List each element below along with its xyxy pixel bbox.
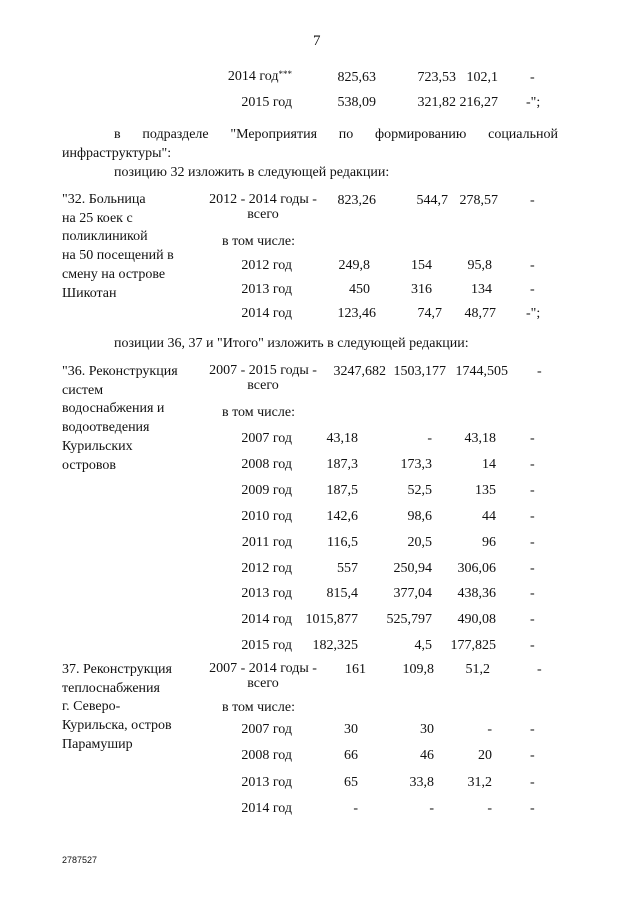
- page-number: 7: [313, 33, 321, 49]
- year-label: 2007 год: [241, 722, 292, 737]
- value-other: -";: [526, 306, 541, 321]
- value-regional: 20: [478, 748, 492, 764]
- value-other: -: [530, 612, 535, 628]
- value-regional: 438,36: [457, 586, 496, 602]
- value-regional: 48,77: [464, 306, 496, 321]
- value-federal: 154: [411, 258, 432, 273]
- value-regional: 31,2: [467, 774, 492, 790]
- year-label: 2012 год: [241, 560, 292, 576]
- value-other: -: [530, 800, 535, 816]
- value-other: -: [530, 456, 535, 472]
- value-regional: 51,2: [465, 662, 490, 677]
- year-label: 2015 год: [241, 95, 292, 110]
- document-code: 2787527: [62, 855, 98, 865]
- value-federal: 525,797: [386, 612, 432, 628]
- value-regional: 134: [471, 282, 492, 297]
- value-other: -";: [526, 95, 541, 110]
- year-label: 2013 год: [241, 774, 292, 790]
- project-name-36: "36. Реконструкция систем водоснабжения и водоотведения Курильских островов: [62, 364, 178, 473]
- value-total: 66: [344, 748, 358, 764]
- value-total: 65: [344, 774, 358, 790]
- value-other: -: [530, 638, 535, 654]
- year-label: 2011 год: [241, 534, 292, 550]
- value-other: -: [530, 70, 535, 85]
- value-total: 123,46: [337, 306, 376, 321]
- value-regional: 177,825: [450, 638, 496, 654]
- year-label: 2013 год: [241, 282, 292, 297]
- value-total: 823,26: [337, 193, 376, 208]
- value-total: 557: [337, 560, 358, 576]
- value-federal: 250,94: [393, 560, 432, 576]
- value-other: -: [530, 282, 535, 297]
- value-total: 142,6: [326, 508, 358, 524]
- value-federal: 109,8: [402, 662, 434, 677]
- value-regional: -: [487, 722, 492, 737]
- value-total: 30: [344, 722, 358, 737]
- value-federal: 74,7: [417, 306, 442, 321]
- value-other: -: [530, 258, 535, 273]
- value-other: -: [530, 722, 535, 737]
- value-other: -: [530, 482, 535, 498]
- year-label: 2009 год: [241, 482, 292, 498]
- value-regional: 14: [482, 456, 496, 472]
- in-number-label: в том числе:: [222, 234, 295, 249]
- value-total: 187,5: [326, 482, 358, 498]
- value-regional: 44: [482, 508, 496, 524]
- year-label: 2014 год: [241, 306, 292, 321]
- project-name-32: "32. Больница на 25 коек с поликлиникой на 50 посещений в смену на острове Шикотан: [62, 192, 174, 301]
- year-label: 2008 год: [241, 748, 292, 764]
- value-regional: 43,18: [464, 431, 496, 446]
- value-other: -: [530, 431, 535, 446]
- value-other: -: [530, 748, 535, 764]
- value-other: -: [537, 364, 542, 379]
- value-total: 249,8: [338, 258, 370, 273]
- year-label: 2008 год: [241, 456, 292, 472]
- value-other: -: [530, 508, 535, 524]
- instruction-paragraph-cont: инфраструктуры":: [62, 146, 172, 161]
- value-regional: 102,1: [466, 70, 498, 85]
- year-label: 2012 год: [241, 258, 292, 273]
- value-federal: 1503,177: [393, 364, 446, 379]
- value-federal: -: [429, 800, 434, 816]
- value-federal: 33,8: [409, 774, 434, 790]
- value-federal: 52,5: [407, 482, 432, 498]
- instruction-paragraph: в подразделе "Мероприятия по формированию социальной: [114, 127, 558, 142]
- value-regional: 1744,505: [455, 364, 508, 379]
- value-other: -: [530, 560, 535, 576]
- value-total: 538,09: [337, 95, 376, 110]
- value-regional: 96: [482, 534, 496, 550]
- value-regional: 490,08: [457, 612, 496, 628]
- value-total: 187,3: [326, 456, 358, 472]
- value-other: -: [530, 774, 535, 790]
- year-label: 2014 год: [241, 612, 292, 628]
- value-federal: 377,04: [393, 586, 432, 602]
- value-total: 1015,877: [305, 612, 358, 628]
- value-other: -: [530, 586, 535, 602]
- value-federal: 321,82: [417, 95, 456, 110]
- in-number-label: в том числе:: [222, 405, 295, 420]
- value-other: -: [530, 534, 535, 550]
- value-regional: -: [487, 800, 492, 816]
- instruction-paragraph: позиции 36, 37 и "Итого" изложить в следующей редакции:: [114, 336, 469, 351]
- value-total: 43,18: [326, 431, 358, 446]
- period-range: 2007 - 2015 годы - всего: [209, 363, 317, 393]
- value-federal: 723,53: [417, 70, 456, 85]
- value-total: 825,63: [337, 70, 376, 85]
- project-name-37: 37. Реконструкция теплоснабжения г. Северо- Курильска, остров Парамушир: [62, 662, 172, 752]
- period-range: 2012 - 2014 годы - всего: [209, 192, 317, 222]
- value-federal: -: [427, 431, 432, 446]
- value-regional: 278,57: [459, 193, 498, 208]
- value-other: -: [537, 662, 542, 677]
- value-total: 3247,682: [333, 364, 386, 379]
- value-federal: 30: [420, 722, 434, 737]
- year-label: 2013 год: [241, 586, 292, 602]
- value-regional: 216,27: [459, 95, 498, 110]
- value-total: 116,5: [327, 534, 358, 550]
- value-federal: 4,5: [414, 638, 432, 654]
- value-regional: 135: [475, 482, 496, 498]
- period-range: 2007 - 2014 годы - всего: [209, 661, 317, 691]
- value-federal: 98,6: [407, 508, 432, 524]
- in-number-label: в том числе:: [222, 700, 295, 715]
- year-label: 2014 год: [241, 800, 292, 816]
- value-federal: 20,5: [407, 534, 432, 550]
- year-label: 2007 год: [241, 431, 292, 446]
- value-total: -: [353, 800, 358, 816]
- value-regional: 306,06: [457, 560, 496, 576]
- value-federal: 316: [411, 282, 432, 297]
- year-label: 2015 год: [241, 638, 292, 654]
- value-federal: 173,3: [400, 456, 432, 472]
- instruction-paragraph: позицию 32 изложить в следующей редакции:: [114, 165, 390, 180]
- value-regional: 95,8: [467, 258, 492, 273]
- value-total: 161: [345, 662, 366, 677]
- value-other: -: [530, 193, 535, 208]
- year-label: 2014 год***: [227, 69, 292, 84]
- value-federal: 46: [420, 748, 434, 764]
- year-label: 2010 год: [241, 508, 292, 524]
- value-total: 815,4: [326, 586, 358, 602]
- value-total: 450: [349, 282, 370, 297]
- value-total: 182,325: [312, 638, 358, 654]
- value-federal: 544,7: [416, 193, 448, 208]
